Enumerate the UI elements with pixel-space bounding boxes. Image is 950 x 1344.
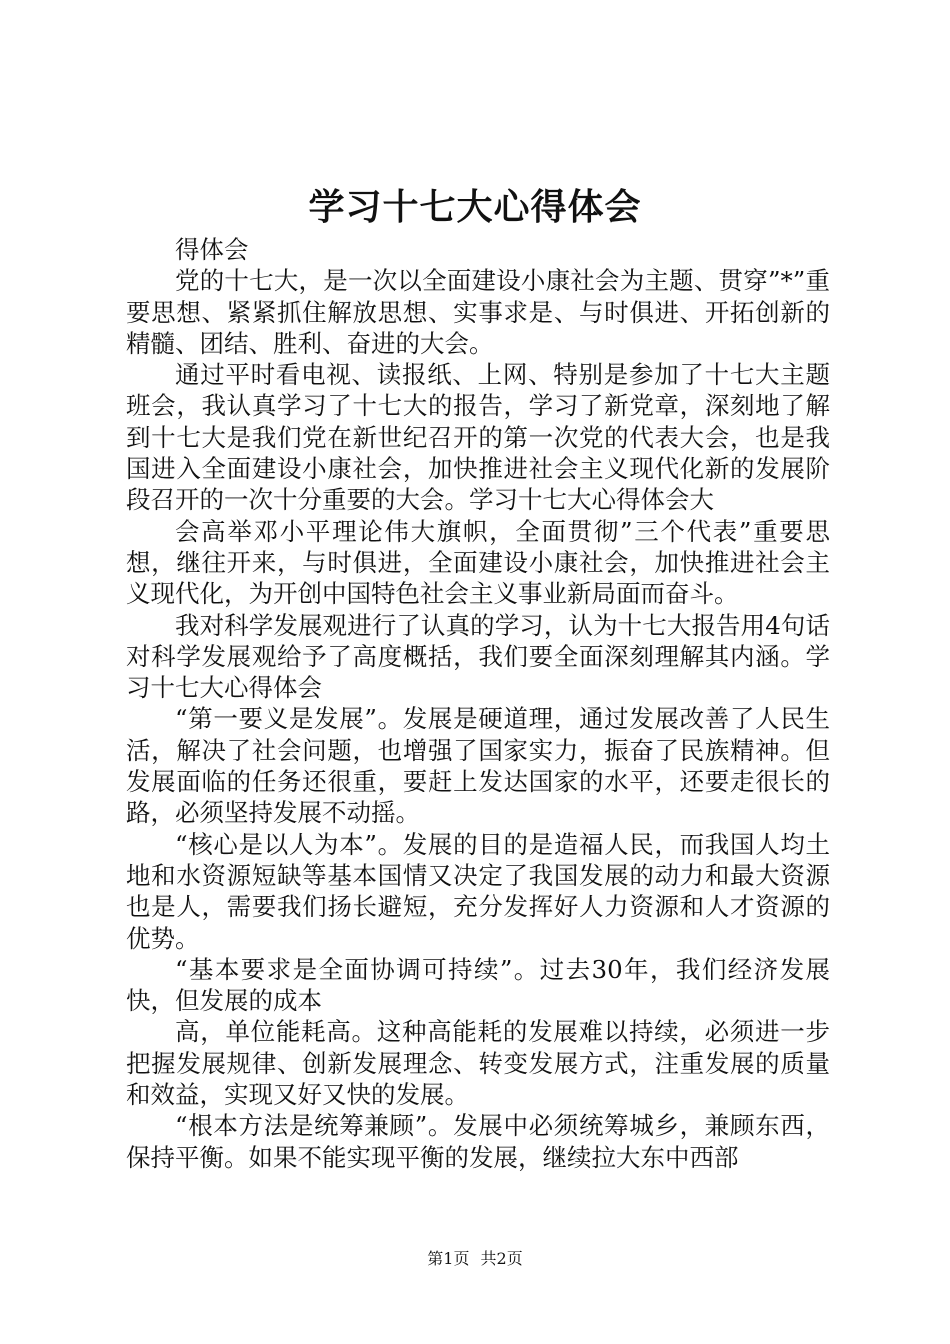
paragraph: 高，单位能耗高。这种高能耗的发展难以持续，必须进一步把握发展规律、创新发展理念、转变发展方式，注重发展的质量和效益，实现又好又快的发展。 <box>126 1017 830 1110</box>
paragraph: 党的十七大，是一次以全面建设小康社会为主题、贯穿”*”重要思想、紧紧抓住解放思想、实事求是、与时俱进、开拓创新的精髓、团结、胜利、奋进的大会。 <box>126 266 830 358</box>
page-footer <box>0 1248 950 1270</box>
page-number-current: 第1页 <box>427 1249 470 1268</box>
paragraph: 会高举邓小平理论伟大旗帜，全面贯彻”三个代表”重要思想，继往开来，与时俱进，全面建设小康社会，加快推进社会主义现代化，为开创中国特色社会主义事业新局面而奋斗。 <box>126 516 830 609</box>
paragraph: “根本方法是统筹兼顾”。发展中必须统筹城乡，兼顾东西，保持平衡。如果不能实现平衡的发展，继续拉大东中西部 <box>126 1111 830 1172</box>
paragraph: “基本要求是全面协调可持续”。过去30年，我们经济发展快，但发展的成本 <box>126 954 830 1016</box>
document-body <box>126 234 830 1173</box>
paragraph: 我对科学发展观进行了认真的学习，认为十七大报告用4句话对科学发展观给予了高度概括，我们要全面深刻理解其内涵。学习十七大心得体会 <box>126 610 830 703</box>
paragraph: 得体会 <box>175 235 249 264</box>
page-number-total: 共2页 <box>480 1249 523 1268</box>
paragraph: 通过平时看电视、读报纸、上网、特别是参加了十七大主题班会，我认真学习了十七大的报告，学习了新党章，深刻地了解到十七大是我们党在新世纪召开的第一次党的代表大会，也是我国进入全面建设小康社会，加快推进社会主义现代化新的发展阶段召开的一次十分重要的大会。学习十七大心得体会大 <box>126 360 830 515</box>
paragraph: “核心是以人为本”。发展的目的是造福人民，而我国人均土地和水资源短缺等基本国情又决定了我国发展的动力和最大资源也是人，需要我们扬长避短，充分发挥好人力资源和人才资源的优势。 <box>126 829 830 953</box>
document-title: 学习十七大心得体会 <box>308 186 642 228</box>
paragraph: “第一要义是发展”。发展是硬道理，通过发展改善了人民生活，解决了社会问题，也增强了国家实力，振奋了民族精神。但发展面临的任务还很重，要赶上发达国家的水平，还要走很长的路，必须坚持发展不动摇。 <box>126 704 830 828</box>
